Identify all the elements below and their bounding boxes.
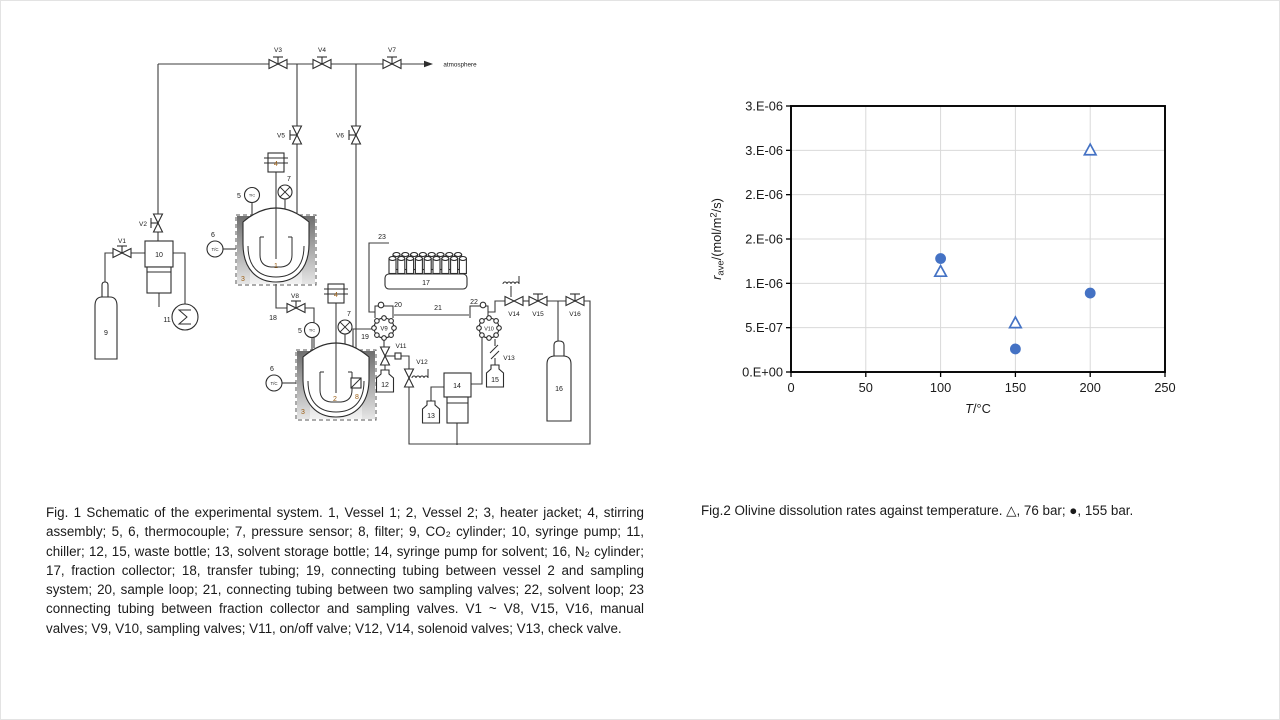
num-21: 21 [434,305,442,312]
num-20: 20 [394,302,402,309]
valve-v6 [349,126,361,144]
syringe-pump-10 [145,241,173,307]
num-6a: 6 [211,232,215,239]
num-2: 2 [333,396,337,403]
num-10: 10 [155,252,163,259]
num-3a: 3 [241,276,245,283]
valve-v1 [113,246,131,258]
v13-label: V13 [503,355,515,362]
v1-label: V1 [118,238,126,245]
fig2-x-tick-label: 250 [1154,380,1176,395]
data-point-circle [935,253,946,264]
data-point-triangle [1010,317,1022,328]
fig2-chart [681,66,1280,426]
v5-label: V5 [277,132,285,140]
n2-cylinder [547,341,571,421]
fig1-schematic [1,1,661,491]
vessel-1 [207,153,309,282]
pressure-sensor-2 [338,320,352,334]
valve-v16 [566,294,584,306]
num-13: 13 [427,413,435,420]
valve-v12-solenoid [405,369,429,387]
fig2-x-tick-label: 100 [929,380,952,395]
num-15: 15 [491,377,499,384]
sampling-valve-v10 [470,302,501,340]
fig1-caption: Fig. 1 Schematic of the experimental system. 1, Vessel 1; 2, Vessel 2; 3, heater jacket; 4, stirring assembly; 5, 6, thermocouple; 7, pressure sensor; 8, filter; 9, CO₂ cylinder; 10, syringe pump; 11, chiller; 12, 15, waste bottle; 13, solvent storage bottle; 14, syringe pump for solvent; 16, N₂ cylinder; 17, fraction collector; 18, transfer tubing; 19, connecting tubing between vessel 2 and sampling system; 20, sample loop; 21, connecting tubing between two sampling valves; 22, solvent loop; 23 connecting tubing between fraction collector and sampling valves. V1 ~ V8, V15, V16, manual valves; V9, V10, sampling valves; V11, on/off valve; V12, V14, solenoid valves; V13, check valve. [46,505,644,636]
v6-label: V6 [336,132,344,140]
fig2-y-tick-label: 1.E-06 [745,275,783,291]
num-1: 1 [274,263,278,270]
valve-v9-label: V9 [380,326,388,333]
fig2-y-tick-label: 3.E-06 [745,98,783,114]
num-17: 17 [422,280,430,287]
num-7a: 7 [287,176,291,183]
fig2-axes [786,106,1165,377]
v14-label: V14 [508,311,520,318]
fig2-caption: Fig.2 Olivine dissolution rates against temperature. △, 76 bar; ●, 155 bar. [701,503,1134,518]
pressure-sensor-1 [278,185,292,199]
fig2-x-tick-label: 150 [1004,380,1027,395]
fig2-x-tick-label: 0 [787,380,795,395]
data-point-triangle [1084,144,1096,155]
fig2-x-tick-label: 50 [858,380,873,395]
v3-label: V3 [274,47,282,54]
valve-v7 [383,57,401,69]
v4-label: V4 [318,47,326,54]
fig2-tick-labels [742,99,1176,396]
num-5b: 5 [298,328,302,335]
tc-label-1: T/C [211,246,219,252]
tc-label-2: T/C [270,380,278,386]
tic-label-1: TIC [248,192,256,198]
fig2-y-axis-title: $r_{ave}/(mol/m^2/s)$ [708,198,727,280]
valve-v2 [151,214,163,232]
vessel-2 [266,284,369,417]
v15-label: V15 [532,311,544,318]
data-point-circle [1085,288,1096,299]
fig2-y-tick-label: 5.E-07 [745,320,783,336]
num-4b: 4 [334,292,338,299]
v16-label: V16 [569,311,581,318]
fig2-y-tick-label: 3.E-06 [745,142,783,158]
data-point-circle [1010,344,1021,355]
data-point-triangle [935,266,947,277]
v2-label: V2 [139,221,147,228]
num-19: 19 [361,334,369,341]
num-5a: 5 [237,193,241,200]
num-3b: 3 [301,409,305,416]
num-12: 12 [381,382,389,389]
fig2-x-axis-title: T/°C [965,401,991,416]
num-23: 23 [378,234,386,241]
valve-v13-check [490,345,499,359]
valve-v3 [269,57,287,69]
valve-v14-solenoid [503,276,523,306]
valve-v5 [290,126,302,144]
fig2-gridlines [791,106,1165,372]
num-16: 16 [555,386,563,393]
num-8: 8 [355,394,359,401]
num-7b: 7 [347,311,351,318]
valve-v8 [287,301,305,313]
num-6b: 6 [270,366,274,373]
v12-label: V12 [416,359,428,366]
valve-v10-label: V10 [484,326,494,333]
num-18: 18 [269,315,277,322]
fig2-y-tick-label: 2.E-06 [745,187,783,203]
filter-8 [351,378,361,388]
valve-v15 [529,294,547,306]
v8-label: V8 [291,293,299,300]
fig2-y-tick-label: 0.E+00 [742,364,783,380]
co2-cylinder [95,282,117,359]
v7-label: V7 [388,47,396,54]
num-22: 22 [470,299,478,306]
atmosphere-arrow-icon [424,61,433,67]
fig2-y-tick-label: 2.E-06 [745,231,783,247]
atmosphere-label: atmosphere [443,61,477,69]
v11-label: V11 [395,343,407,350]
num-9: 9 [104,330,108,337]
num-11: 11 [163,317,171,324]
fig2-x-tick-label: 200 [1079,380,1101,395]
valve-v4 [313,57,331,69]
num-4a: 4 [274,161,278,168]
sampling-valve-v9 [372,302,397,340]
chiller [172,304,198,330]
tic-label-2: TIC [308,327,316,333]
num-14: 14 [453,383,461,390]
